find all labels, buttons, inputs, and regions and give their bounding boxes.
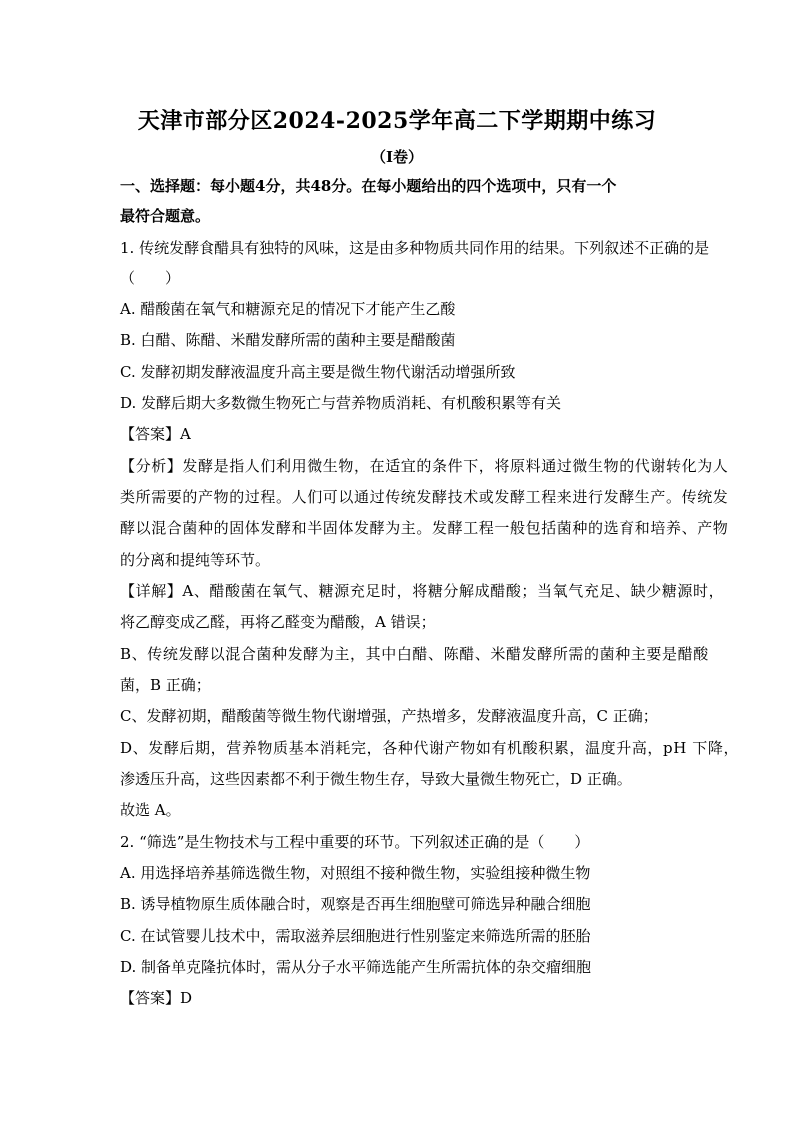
document-subtitle: （I卷） xyxy=(370,148,424,166)
q1-option-b: B. 白醋、陈醋、米醋发酵所需的菌种主要是醋酸菌 xyxy=(120,331,456,349)
section-heading: 一、选择题：每小题4分，共48分。在每小题给出的四个选项中，只有一个 xyxy=(120,177,617,195)
document-title: 天津市部分区2024-2025学年高二下学期期中练习 xyxy=(137,108,657,134)
q1-detail-line: 故选 A。 xyxy=(120,801,181,819)
q2-option-a: A. 用选择培养基筛选微生物，对照组不接种微生物，实验组接种微生物 xyxy=(120,864,591,882)
q1-detail-line: 【详解】A、醋酸菌在氧气、糖源充足时，将糖分解成醋酸；当氧气充足、缺少糖源时， xyxy=(120,582,725,600)
section-heading-cont: 最符合题意。 xyxy=(120,207,211,225)
q1-detail-line: 菌，B 正确； xyxy=(120,676,211,694)
q2-option-d: D. 制备单克隆抗体时，需从分子水平筛选能产生所需抗体的杂交瘤细胞 xyxy=(120,958,592,976)
q1-analysis-line: 类所需要的产物的过程。人们可以通过传统发酵技术或发酵工程来进行发酵生产。传统发 xyxy=(120,488,729,506)
q1-detail-line: 渗透压升高，这些因素都不利于微生物生存，导致大量微生物死亡，D 正确。 xyxy=(120,770,632,788)
q1-stem: 1. 传统发酵食醋具有独特的风味，这是由多种物质共同作用的结果。下列叙述不正确的是 xyxy=(120,239,710,257)
q1-detail-line: C、发酵初期，醋酸菌等微生物代谢增强，产热增多，发酵液温度升高，C 正确； xyxy=(120,707,658,725)
q1-option-d: D. 发酵后期大多数微生物死亡与营养物质消耗、有机酸积累等有关 xyxy=(120,394,562,412)
q1-answer: 【答案】A xyxy=(120,425,191,443)
q2-stem: 2. “筛选”是生物技术与工程中重要的环节。下列叙述正确的是（ ） xyxy=(120,833,590,851)
q1-option-c: C. 发酵初期发酵液温度升高主要是微生物代谢活动增强所致 xyxy=(120,363,516,381)
q1-analysis-line: 【分析】发酵是指人们利用微生物，在适宜的条件下，将原料通过微生物的代谢转化为人 xyxy=(120,457,729,475)
q1-stem-cont: （ ） xyxy=(120,269,181,287)
q1-analysis-line: 酵以混合菌种的固体发酵和半固体发酵为主。发酵工程一般包括菌种的选育和培养、产物 xyxy=(120,519,729,537)
q1-detail-line: D、发酵后期，营养物质基本消耗完，各种代谢产物如有机酸积累，温度升高，pH 下降， xyxy=(120,739,740,757)
q2-option-b: B. 诱导植物原生质体融合时，观察是否再生细胞壁可筛选异种融合细胞 xyxy=(120,895,591,913)
q1-detail-line: 将乙醇变成乙醛，再将乙醛变为醋酸，A 错误； xyxy=(120,613,436,631)
q2-answer: 【答案】D xyxy=(120,989,193,1007)
q2-option-c: C. 在试管婴儿技术中，需取滋养层细胞进行性别鉴定来筛选所需的胚胎 xyxy=(120,927,591,945)
q1-option-a: A. 醋酸菌在氧气和糖源充足的情况下才能产生乙酸 xyxy=(120,300,456,318)
q1-detail-line: B、传统发酵以混合菌种发酵为主，其中白醋、陈醋、米醋发酵所需的菌种主要是醋酸 xyxy=(120,645,709,663)
q1-analysis-line: 的分离和提纯等环节。 xyxy=(120,551,271,569)
